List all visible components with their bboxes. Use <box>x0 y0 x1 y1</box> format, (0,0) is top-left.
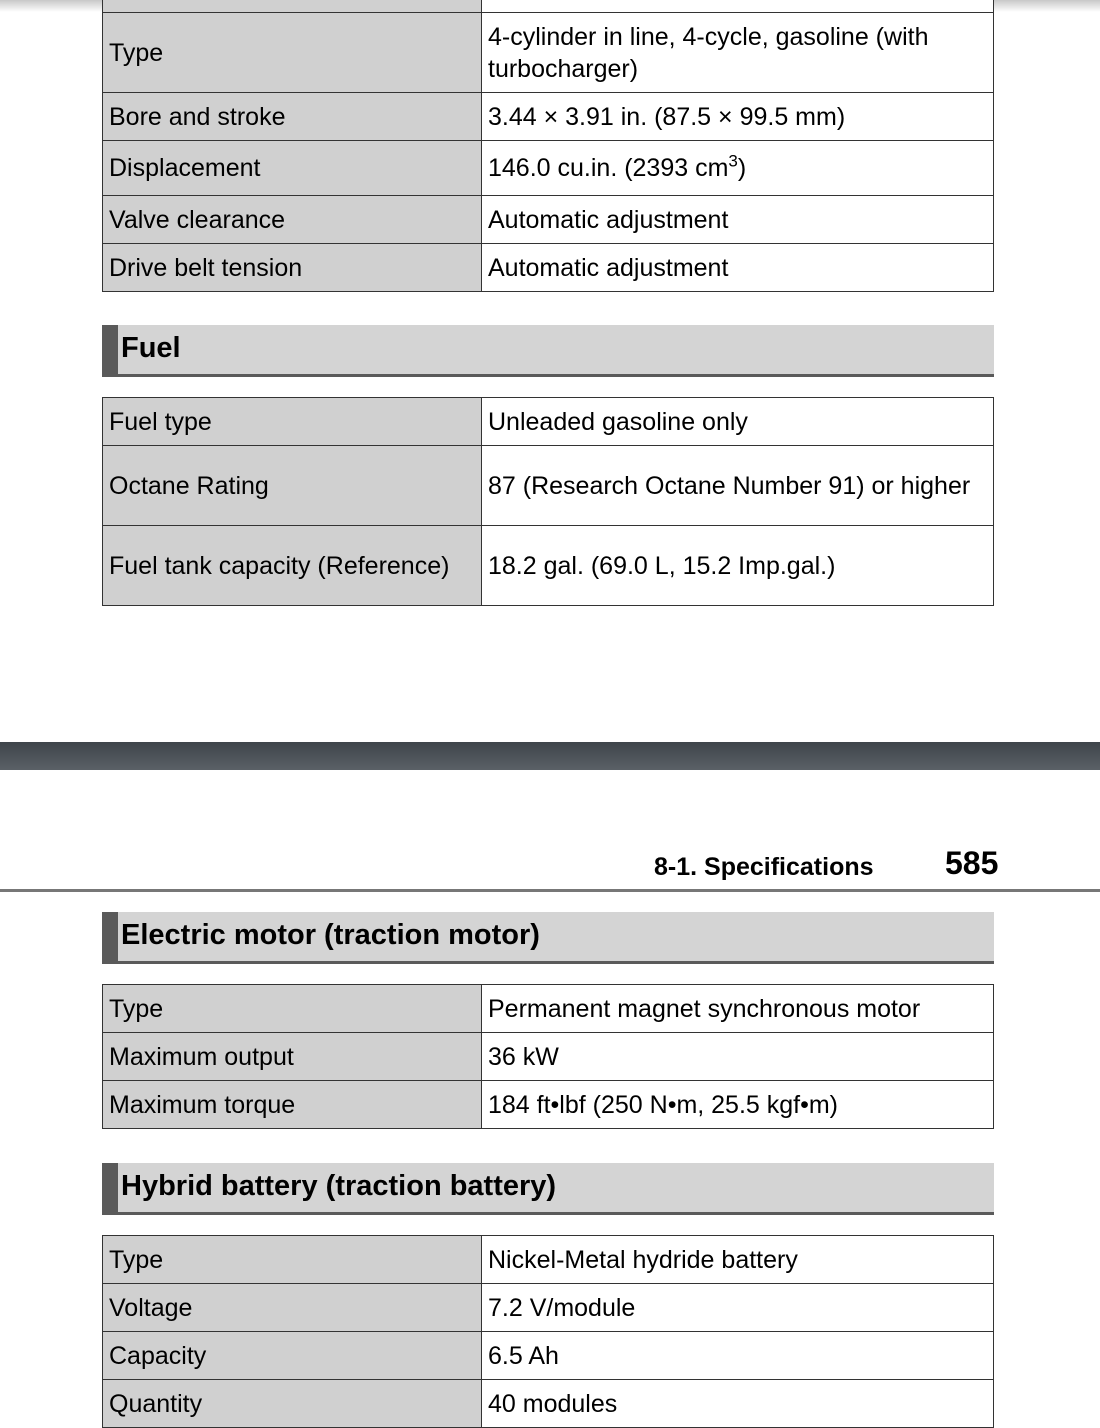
spec-value: 6.5 Ah <box>482 1332 994 1380</box>
spec-label: Fuel type <box>103 398 482 446</box>
table-row <box>103 244 994 292</box>
table-row <box>103 141 994 196</box>
spec-value: 4-cylinder in line, 4-cycle, gasoline (with turbocharger) <box>482 13 994 93</box>
spec-label: Type <box>103 13 482 93</box>
hybrid-battery-spec-table <box>102 1235 994 1428</box>
spec-label: Valve clearance <box>103 196 482 244</box>
section-heading: Fuel <box>121 332 181 364</box>
engine-spec-table <box>102 0 994 292</box>
table-row <box>103 1332 994 1380</box>
spec-value: Automatic adjustment <box>482 196 994 244</box>
spec-label: Voltage <box>103 1284 482 1332</box>
spec-label: Drive belt tension <box>103 244 482 292</box>
spec-label: Bore and stroke <box>103 93 482 141</box>
table-row <box>103 1236 994 1284</box>
table-row <box>103 196 994 244</box>
spec-label: Octane Rating <box>103 446 482 526</box>
page-header-rule <box>0 889 1100 892</box>
table-row <box>103 1081 994 1129</box>
spec-label <box>103 0 482 13</box>
spec-label: Fuel tank capacity (Reference) <box>103 526 482 606</box>
displacement-value: 146.0 cu.in. (2393 cm <box>488 154 729 182</box>
spec-label: Capacity <box>103 1332 482 1380</box>
table-row <box>103 0 994 13</box>
section-heading: Hybrid battery (traction battery) <box>121 1170 557 1202</box>
spec-value: Unleaded gasoline only <box>482 398 994 446</box>
spec-value: 87 (Research Octane Number 91) or higher <box>482 446 994 526</box>
table-row <box>103 93 994 141</box>
spec-value <box>482 0 994 13</box>
page-number: 585 <box>945 845 999 881</box>
page-divider <box>0 742 1100 770</box>
displacement-suffix: ) <box>737 154 747 182</box>
spec-value: 7.2 V/module <box>482 1284 994 1332</box>
spec-value: 36 kW <box>482 1033 994 1081</box>
spec-label: Type <box>103 1236 482 1284</box>
spec-value: Automatic adjustment <box>482 244 994 292</box>
table-row <box>103 398 994 446</box>
table-row <box>103 446 994 526</box>
spec-value: 18.2 gal. (69.0 L, 15.2 Imp.gal.) <box>482 526 994 606</box>
electric-motor-section-header <box>102 912 994 964</box>
spec-value: 184 ft•lbf (250 N•m, 25.5 kgf•m) <box>482 1081 994 1129</box>
spec-value: 3.44 × 3.91 in. (87.5 × 99.5 mm) <box>482 93 994 141</box>
spec-label: Type <box>103 985 482 1033</box>
table-row <box>103 1380 994 1428</box>
table-row <box>103 985 994 1033</box>
section-heading: Electric motor (traction motor) <box>121 919 540 951</box>
table-row <box>103 13 994 93</box>
cubic-superscript: 3 <box>728 151 738 171</box>
spec-value: 40 modules <box>482 1380 994 1428</box>
spec-value <box>482 141 994 196</box>
table-row <box>103 1033 994 1081</box>
table-row <box>103 526 994 606</box>
spec-label: Maximum torque <box>103 1081 482 1129</box>
spec-label: Quantity <box>103 1380 482 1428</box>
spec-value: Permanent magnet synchronous motor <box>482 985 994 1033</box>
page-section-title: 8-1. Specifications <box>654 853 874 881</box>
spec-label: Maximum output <box>103 1033 482 1081</box>
electric-motor-spec-table <box>102 984 994 1129</box>
spec-value: Nickel-Metal hydride battery <box>482 1236 994 1284</box>
fuel-spec-table <box>102 397 994 606</box>
hybrid-battery-section-header <box>102 1163 994 1215</box>
table-row <box>103 1284 994 1332</box>
fuel-section-header <box>102 325 994 377</box>
spec-label: Displacement <box>103 141 482 196</box>
